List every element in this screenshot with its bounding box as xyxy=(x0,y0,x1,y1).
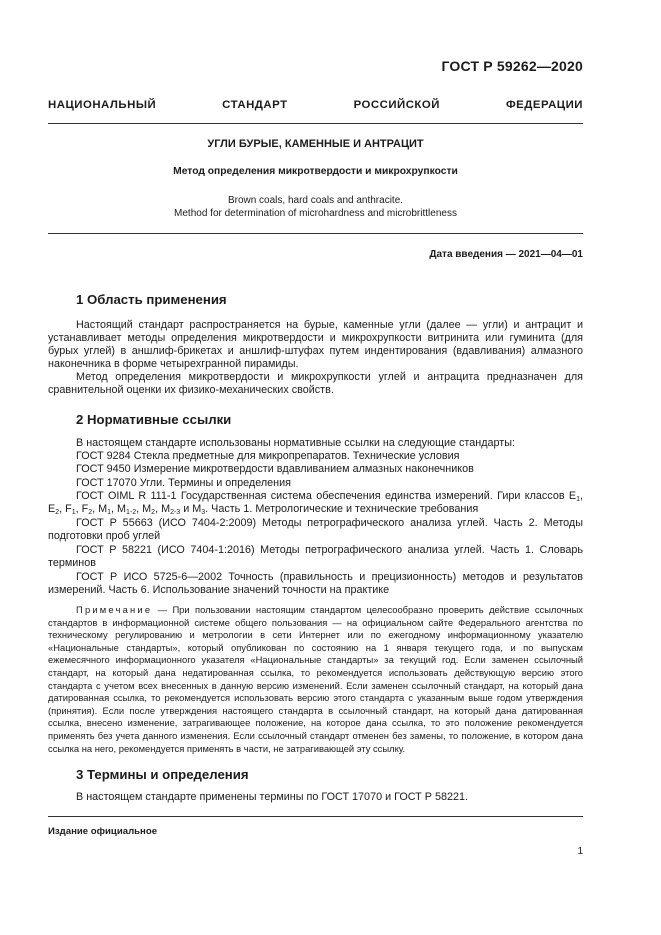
reference-gost-17070: ГОСТ 17070 Угли. Термины и определения xyxy=(76,477,292,489)
reference-text-segment: , M xyxy=(92,503,108,516)
section-1-paragraph-2: Метод определения микротвердости и микрохрупкости углей и антрацита предназначен для сравнительной оценки их физико-механических свойств. xyxy=(48,371,583,397)
document-subtitle: Метод определения микротвердости и микрохрупкости xyxy=(173,166,458,177)
reference-gost-r-55663: ГОСТ Р 55663 (ИСО 7404-2:2009) Методы петрографического анализа углей. Часть 2. Методы подготовки проб углей xyxy=(48,517,583,543)
national-standard-heading: НАЦИОНАЛЬНЫЙ СТАНДАРТ РОССИЙСКОЙ ФЕДЕРАЦИИ xyxy=(48,99,583,111)
references-note xyxy=(48,604,583,755)
weight-class-subscript: 1 xyxy=(71,509,76,517)
reference-text-segment: , M xyxy=(111,503,127,516)
footer-divider xyxy=(48,816,583,817)
reference-text-segment: , F xyxy=(59,503,72,516)
title-divider xyxy=(48,233,583,234)
reference-text-segment: , F xyxy=(75,503,89,516)
section-2-heading: 2 Нормативные ссылки xyxy=(76,412,232,427)
section-1-paragraph-1: Настоящий стандарт распространяется на бурые, каменные угли (далее — угли) и антрацит и устанавливает методы определения микротвердости и микрохрупкости витринита или гуминита (для бурых углей) в аншлиф-брикетах и аншлиф-штуфах путем индентирования (вдавливания) алмазного наконечника в форме четырехгранной пирамиды. xyxy=(48,319,583,371)
english-title-line-1: Brown coals, hard coals and anthracite. xyxy=(227,195,404,206)
english-title-line-2: Method for determination of microhardness and microbrittleness xyxy=(174,208,457,219)
reference-text-segment: , Е xyxy=(48,490,583,516)
reference-text-segment: и M xyxy=(180,503,202,516)
reference-text-segment: . Часть 1. Метрологические и технические требования xyxy=(205,503,479,516)
reference-gost-9450: ГОСТ 9450 Измерение микротвердости вдавливанием алмазных наконечников xyxy=(76,463,474,475)
document-title: УГЛИ БУРЫЕ, КАМЕННЫЕ И АНТРАЦИТ xyxy=(207,138,424,150)
reference-text-segment: , M xyxy=(136,503,152,516)
weight-class-subscript: 2-3 xyxy=(170,509,181,517)
reference-gost-r-58221: ГОСТ Р 58221 (ИСО 7404-1:2016) Методы петрографического анализа углей. Часть 1. Словарь терминов xyxy=(48,544,583,570)
section-3-heading: 3 Термины и определения xyxy=(76,767,249,782)
weight-class-subscript: 2 xyxy=(55,509,60,517)
top-divider xyxy=(48,123,583,124)
note-label: Примечание xyxy=(76,604,153,615)
weight-class-subscript: 1 xyxy=(576,496,580,503)
reference-gost-9284: ГОСТ 9284 Стекла предметные для микропрепаратов. Технические условия xyxy=(76,450,460,462)
section-3-paragraph-1: В настоящем стандарте применены термины по ГОСТ 17070 и ГОСТ Р 58221. xyxy=(76,791,469,803)
weight-class-subscript: 1 xyxy=(107,509,112,517)
reference-text-segment: , M xyxy=(155,503,171,516)
page-number: 1 xyxy=(577,846,583,857)
weight-class-subscript: 1-2 xyxy=(126,509,137,517)
section-2-intro: В настоящем стандарте использованы нормативные ссылки на следующие стандарты: xyxy=(76,437,515,449)
weight-class-subscript: 2 xyxy=(88,509,93,517)
document-number: ГОСТ Р 59262—2020 xyxy=(441,58,583,74)
section-1-heading: 1 Область применения xyxy=(76,292,227,307)
official-edition-label: Издание официальное xyxy=(48,826,158,837)
reference-gost-r-iso-5725-6: ГОСТ Р ИСО 5725-6—2002 Точность (правильность и прецизионность) методов и результатов измерений. Часть 6. Использование значений точности на практике xyxy=(48,571,583,597)
note-text: — При пользовании настоящим стандартом целесообразно проверить действие ссылочных стандартов в информационной системе общего пользования — на официальном сайте Федерального агентства по техническому регулированию и метрологии в сети Интернет или по ежегодному информационному указателю «Национальные стандарты», который опубликован по состоянию на 1 января текущего года, и по выпускам ежемесячного информационного указателя «Национальные стандарты» за текущий год. Если заменен ссылочный стандарт, на который дана недатированная ссылка, то рекомендуется использовать действующую версию этого стандарта с учетом всех внесенных в данную версию изменений. Если заменен ссылочный стандарт, на который дана датированная ссылка, то рекомендуется использовать версию этого стандарта с указанным выше годом утверждения (принятия). Если после утверждения настоящего стандарта в ссылочный стандарт, на который дана датированная ссылка, внесено изменение, затрагивающее положение, на которое дана ссылка, то это положение рекомендуется применять без учета данного изменения. Если ссылочный стандарт отменен без замены, то положение, в котором дана ссылка на него, рекомендуется применять в части, не затрагивающей эту ссылку. xyxy=(48,604,583,754)
reference-text-segment: ГОСТ OIML R 111-1 Государственная система обеспечения единства измерений. Гири классов Е xyxy=(76,490,577,502)
reference-gost-oiml-r-111-1 xyxy=(48,490,583,516)
weight-class-subscript: 2 xyxy=(151,509,156,517)
weight-class-subscript: 3 xyxy=(201,509,206,517)
introduction-date: Дата введения — 2021—04—01 xyxy=(429,249,583,260)
